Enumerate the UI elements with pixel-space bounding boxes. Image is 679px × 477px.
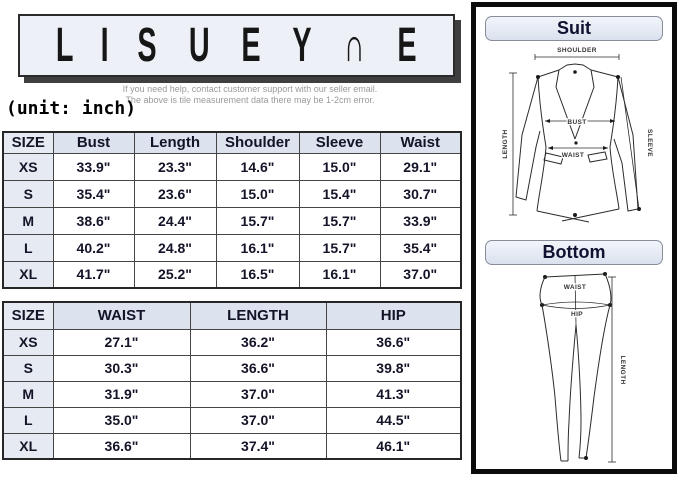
measurement-cell: 37.0" xyxy=(380,261,461,288)
seller-notice xyxy=(100,84,400,106)
bottom-size-table xyxy=(2,301,462,460)
table-row xyxy=(3,180,461,207)
diagram-panel xyxy=(471,2,677,474)
size-label: M xyxy=(3,207,53,234)
measurement-cell: 36.6" xyxy=(190,355,326,381)
measurement-cell: 24.4" xyxy=(134,207,216,234)
logo-letter: L xyxy=(55,18,74,72)
column-header: LENGTH xyxy=(190,302,326,329)
size-label: XS xyxy=(3,153,53,180)
measurement-cell: 15.7" xyxy=(299,207,380,234)
measurement-cell: 15.4" xyxy=(299,180,380,207)
size-label: S xyxy=(3,355,53,381)
measurement-cell: 33.9" xyxy=(380,207,461,234)
column-header: WAIST xyxy=(53,302,190,329)
measurement-cell: 35.4" xyxy=(380,234,461,261)
size-label: M xyxy=(3,381,53,407)
bottom-section-title: Bottom xyxy=(485,240,663,265)
column-header: Waist xyxy=(380,132,461,153)
seller-notice-line2: The above is tile measurement data there may be 1-2cm error. xyxy=(125,95,375,105)
table-row xyxy=(3,153,461,180)
measurement-cell: 44.5" xyxy=(326,407,461,433)
table-row xyxy=(3,261,461,288)
size-label: XL xyxy=(3,433,53,459)
logo-letter: E xyxy=(397,18,417,72)
measurement-cell: 16.1" xyxy=(216,234,299,261)
measurement-cell: 15.7" xyxy=(216,207,299,234)
suit-shoulder-label: SHOULDER xyxy=(557,47,597,54)
measurement-cell: 46.1" xyxy=(326,433,461,459)
measurement-cell: 30.7" xyxy=(380,180,461,207)
column-header: Shoulder xyxy=(216,132,299,153)
measurement-cell: 41.7" xyxy=(53,261,134,288)
bottom-diagram xyxy=(476,267,672,467)
table-row xyxy=(3,381,461,407)
logo-letter: U xyxy=(188,18,210,72)
measurement-cell: 37.0" xyxy=(190,407,326,433)
table-row xyxy=(3,433,461,459)
table-row xyxy=(3,207,461,234)
measurement-cell: 30.3" xyxy=(53,355,190,381)
bottom-hip-label: HIP xyxy=(570,311,584,318)
suit-diagram xyxy=(476,43,672,239)
measurement-cell: 37.0" xyxy=(190,381,326,407)
measurement-cell: 33.9" xyxy=(53,153,134,180)
measurement-cell: 36.6" xyxy=(53,433,190,459)
measurement-cell: 27.1" xyxy=(53,329,190,355)
measurement-cell: 16.1" xyxy=(299,261,380,288)
size-label: XS xyxy=(3,329,53,355)
logo-letter: ∩ xyxy=(344,18,366,72)
logo-letter: Y xyxy=(292,18,312,72)
measurement-cell: 35.4" xyxy=(53,180,134,207)
header-row xyxy=(3,302,461,329)
column-header: Sleeve xyxy=(299,132,380,153)
measurement-cell: 23.3" xyxy=(134,153,216,180)
suit-sleeve-label: SLEEVE xyxy=(646,128,653,158)
column-header: Length xyxy=(134,132,216,153)
measurement-cell: 31.9" xyxy=(53,381,190,407)
size-label: L xyxy=(3,407,53,433)
header-row xyxy=(3,132,461,153)
measurement-cell: 38.6" xyxy=(53,207,134,234)
suit-section-title: Suit xyxy=(485,16,663,41)
column-header: HIP xyxy=(326,302,461,329)
table-row xyxy=(3,355,461,381)
measurement-cell: 40.2" xyxy=(53,234,134,261)
column-header: Bust xyxy=(53,132,134,153)
logo-letter: E xyxy=(241,18,261,72)
table-row xyxy=(3,407,461,433)
brand-logo xyxy=(18,14,455,77)
column-header: SIZE xyxy=(3,302,53,329)
size-label: S xyxy=(3,180,53,207)
suit-size-table xyxy=(2,131,462,289)
bottom-waist-label: WAIST xyxy=(563,284,587,291)
size-label: L xyxy=(3,234,53,261)
size-label: XL xyxy=(3,261,53,288)
column-header: SIZE xyxy=(3,132,53,153)
unit-label: (unit: inch) xyxy=(6,98,137,119)
measurement-cell: 35.0" xyxy=(53,407,190,433)
measurement-cell: 39.8" xyxy=(326,355,461,381)
measurement-cell: 16.5" xyxy=(216,261,299,288)
measurement-cell: 23.6" xyxy=(134,180,216,207)
measurement-cell: 41.3" xyxy=(326,381,461,407)
measurement-cell: 15.0" xyxy=(299,153,380,180)
measurement-cell: 14.6" xyxy=(216,153,299,180)
measurement-cell: 25.2" xyxy=(134,261,216,288)
suit-length-label: LENGTH xyxy=(502,129,509,159)
logo-letter: I xyxy=(100,18,109,72)
seller-notice-line1: If you need help, contact customer support with our seller email. xyxy=(122,84,378,94)
bottom-length-label: LENGTH xyxy=(619,355,626,385)
logo-letter: S xyxy=(137,18,157,72)
table-row xyxy=(3,329,461,355)
measurement-cell: 29.1" xyxy=(380,153,461,180)
measurement-cell: 37.4" xyxy=(190,433,326,459)
measurement-cell: 15.7" xyxy=(299,234,380,261)
measurement-cell: 24.8" xyxy=(134,234,216,261)
measurement-cell: 36.6" xyxy=(326,329,461,355)
measurement-cell: 15.0" xyxy=(216,180,299,207)
suit-bust-label: BUST xyxy=(567,119,587,126)
table-row xyxy=(3,234,461,261)
measurement-cell: 36.2" xyxy=(190,329,326,355)
suit-waist-label: WAIST xyxy=(561,152,585,159)
